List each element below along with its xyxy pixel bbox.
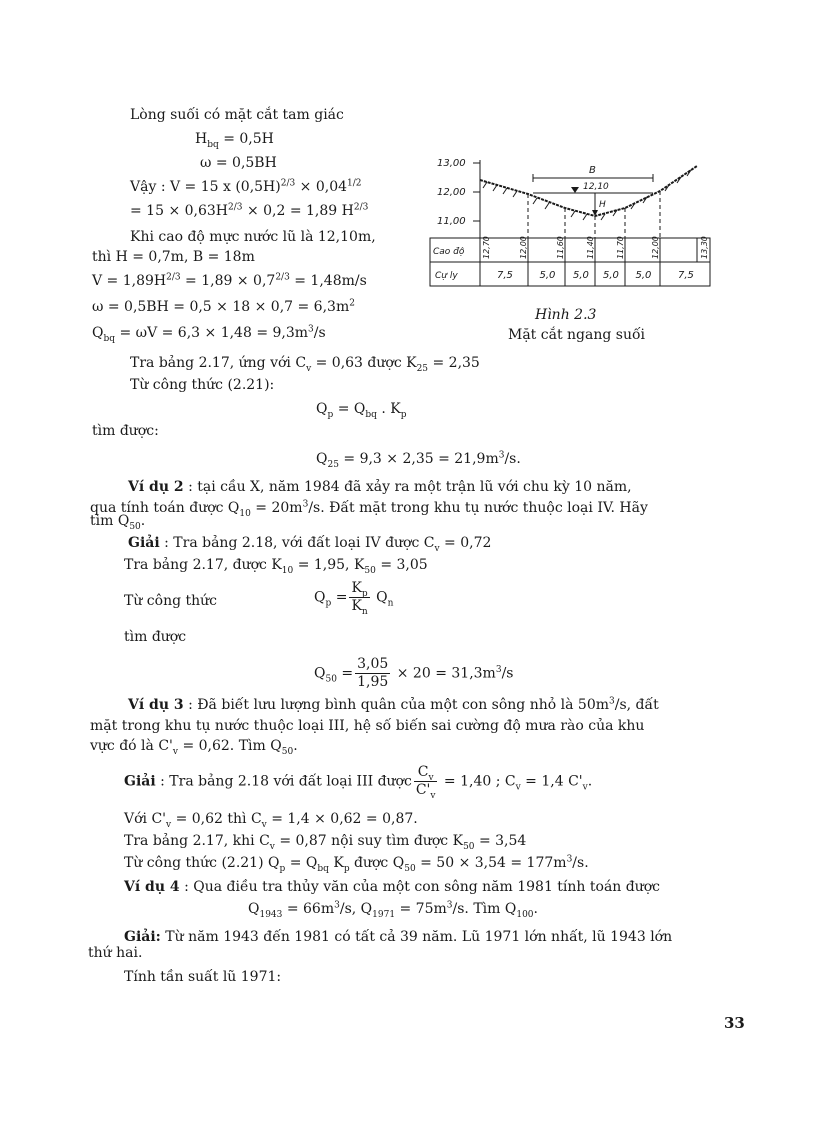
text-line: Tra bảng 2.17, ứng với $C_v = 0,63$ được $K_{25} = 2,35$: [130, 355, 480, 374]
text-line: Tra bảng 2.17, khi $C_v = 0,87$ nội suy tìm được $K_{50} = 3,54$: [124, 833, 527, 852]
distance-value: 7,5: [678, 270, 694, 281]
elevation-value: 11,60: [556, 236, 565, 259]
text-line: Từ công thức (2.21):: [130, 377, 275, 393]
distance-value: 7,5: [497, 270, 513, 281]
solution-line: Giải: Từ năm 1943 đến 1981 có tất cả 39 năm. Lũ 1971 lớn nhất, lũ 1943 lớn: [124, 929, 673, 945]
elevation-value: 13,30: [700, 236, 709, 259]
text-line: thì H = 0,7m, B = 18m: [92, 249, 255, 265]
elevation-value: 11,70: [616, 236, 625, 259]
text-line: Với $C'_v = 0,62$ thì $C_v = 1,4 \times 0,62 = 0,87$.: [124, 811, 418, 830]
equation-omega: ω = 0,5BH: [200, 155, 277, 171]
text-line: mặt trong khu tụ nước thuộc loại III, hệ số biến sai cường độ mưa rào của khu: [90, 718, 645, 734]
row-label-distance: Cự ly: [435, 271, 458, 281]
y-label: 12,00: [437, 187, 466, 198]
text-line: Khi cao độ mực nước lũ là 12,10m,: [130, 229, 376, 245]
text-line: $Q_{1943} = 66m^3/s$, $Q_{1971} = 75m^3/s$. Tìm $Q_{100}$.: [248, 900, 538, 920]
distance-value: 5,0: [539, 270, 556, 281]
row-label-elevation: Cao độ: [433, 247, 465, 257]
depth-label: H: [599, 200, 606, 210]
equation-qp: $Q_p = Q_{bq}$ . $K_p$: [316, 401, 407, 420]
distance-value: 5,0: [573, 270, 589, 281]
figure-caption: Mặt cắt ngang suối: [508, 327, 646, 343]
text-line: Tính tần suất lũ 1971:: [124, 969, 282, 985]
elevation-value: 11,40: [586, 236, 595, 259]
figure-number: Hình 2.3: [535, 307, 597, 323]
distance-value: 5,0: [635, 270, 652, 281]
elevation-value: 12,00: [651, 236, 660, 259]
cross-section-figure: [425, 158, 715, 293]
equation-v2: = $15 \times 0,63H^{2/3} \times 0,2 = 1,89$ $H^{2/3}$: [130, 202, 369, 219]
elevation-value: 12,70: [482, 236, 491, 259]
text-line: Từ công thức (2.21) $Q_p = Q_{bq}$ $K_p$ được $Q_{50} = 50 \times 3,54 = 177m^3/s$.: [124, 854, 589, 874]
text-line: Lòng suối có mặt cắt tam giác: [130, 107, 344, 123]
y-label: 11,00: [437, 216, 466, 227]
equation-qp-fraction: $Q_p$ = $\frac{K_p}{K_n}$ $Q_n$: [314, 580, 394, 617]
width-label: B: [589, 165, 596, 176]
solution-line: Giải : Tra bảng 2.18, với đất loại IV được $C_v = 0,72$: [128, 535, 492, 554]
solution-line: Giải : Tra bảng 2.18 với đất loại III được $\frac{C_v}{C'_v}$ = 1,40 ; $C_v = 1,4$ $C'_v$.: [124, 764, 593, 801]
text-line: Từ công thức: [124, 593, 218, 609]
equation-omega2: $\omega = 0,5BH = 0,5 \times 18 \times 0,7 = 6,3m^2$: [92, 298, 355, 315]
distance-value: 5,0: [603, 270, 619, 281]
water-level-label: 12,10: [583, 182, 609, 192]
example-2-line: Ví dụ 2 : tại cầu X, năm 1984 đã xảy ra một trận lũ với chu kỳ 10 năm,: [128, 479, 632, 495]
text-line: tìm được: [124, 629, 187, 645]
text-line: thứ hai.: [88, 945, 143, 961]
text-line: qua tính toán được $Q_{10} = 20m^3/s$. Đất mặt trong khu tụ nước thuộc loại IV. Hãy: [90, 499, 648, 519]
text-line: Tra bảng 2.17, được $K_{10} = 1,95$, $K_{50} = 3,05$: [124, 557, 428, 576]
example-4-line: Ví dụ 4 : Qua điều tra thủy văn của một con sông năm 1981 tính toán được: [124, 879, 661, 895]
equation-q50: $Q_{50}$ = $\frac{3,05}{1,95}$ × $20 = 31,3m^3/s$: [314, 656, 514, 690]
equation-v: Vậy : V = 15 x $(0,5H)^{2/3} \times 0,04^{1/2}$: [130, 178, 362, 195]
equation-hbq: $H_{bq} = 0,5H$: [195, 131, 274, 150]
equation-q25: $Q_{25} = 9,3 \times 2,35 = 21,9m^3/s$.: [316, 450, 521, 470]
elevation-value: 12,00: [519, 236, 528, 259]
equation-qbq: $Q_{bq} = \omega V = 6,3 \times 1,48 = 9,3m^3/s$: [92, 324, 326, 344]
text-line: tìm được:: [92, 423, 159, 439]
y-label: 13,00: [437, 158, 466, 169]
equation-v3: $V = 1,89H^{2/3} = 1,89 \times 0,7^{2/3} = 1,48m/s$: [92, 272, 367, 289]
page-number: 33: [724, 1014, 745, 1032]
text-line: vực đó là $C'_v = 0,62$. Tìm $Q_{50}$.: [90, 738, 298, 757]
example-3-line: Ví dụ 3 : Đã biết lưu lượng bình quân của một con sông nhỏ là $50m^3/s$, đất: [128, 696, 659, 713]
text-line: tìm $Q_{50}$.: [90, 513, 146, 532]
